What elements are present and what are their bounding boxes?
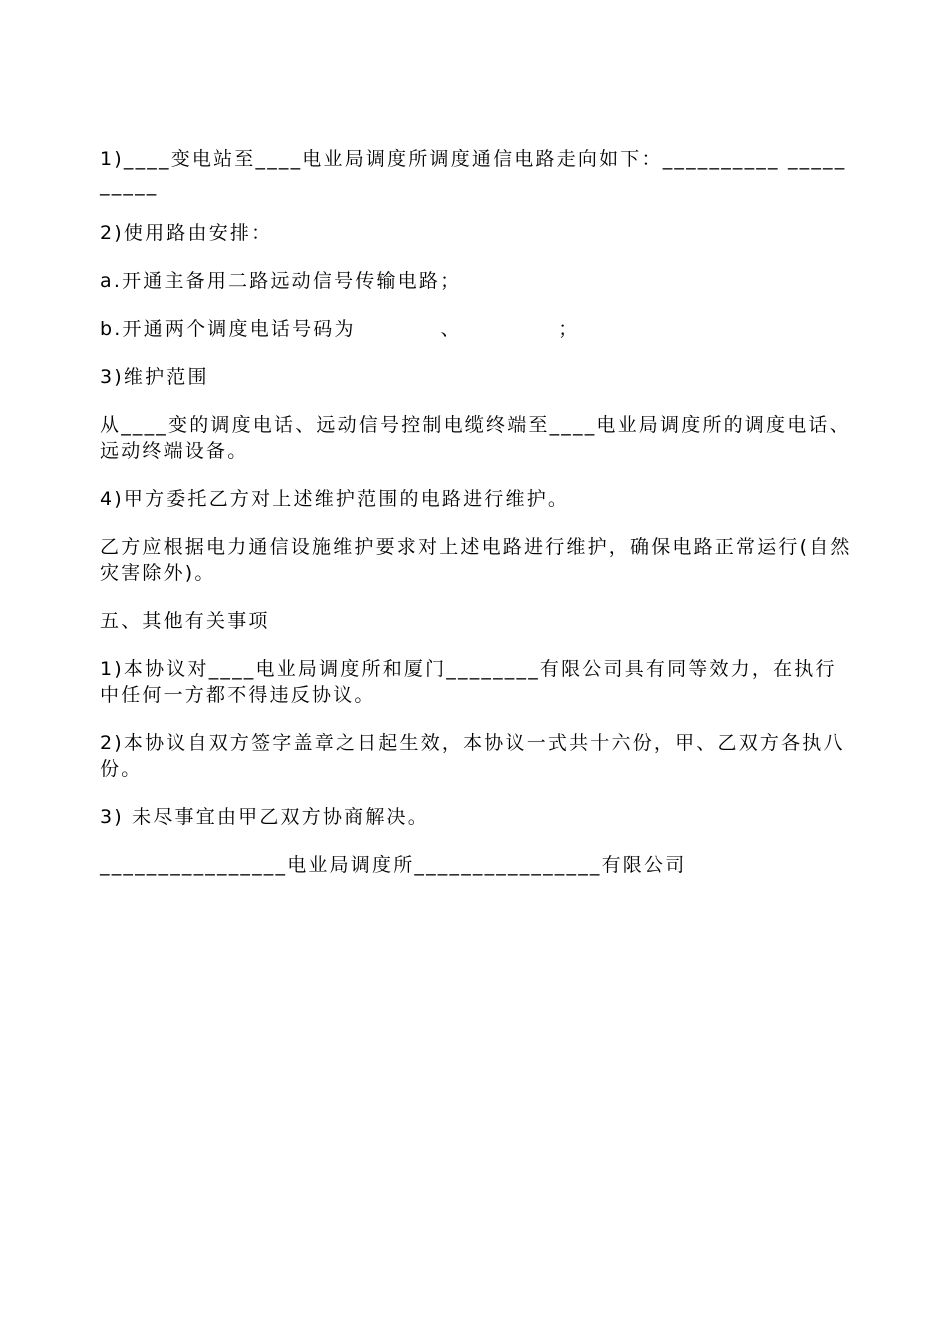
agreement-validity-clause: 2)本协议自双方签字盖章之日起生效，本协议一式共十六份，甲、乙双方各执八份。 xyxy=(100,732,845,780)
maintenance-scope-heading: 3)维护范围 xyxy=(100,366,209,388)
routing-arrangement-heading: 2)使用路由安排： xyxy=(100,222,273,244)
agreement-effect-clause: 1)本协议对____电业局调度所和厦门________有限公司具有同等效力，在执行中任何一方都不得违反协议。 xyxy=(100,658,837,706)
signature-line: ________________电业局调度所________________有限公司 xyxy=(100,854,687,876)
document-body xyxy=(100,146,852,900)
maintenance-delegation-clause: 4)甲方委托乙方对上述维护范围的电路进行维护。 xyxy=(100,488,570,510)
telecontrol-circuit-item: a.开通主备用二路远动信号传输电路； xyxy=(100,270,462,292)
dispatch-phone-item: b.开通两个调度电话号码为 、 ； xyxy=(100,318,580,340)
circuit-route-clause: 1)____变电站至____电业局调度所调度通信电路走向如下：__________ __________ xyxy=(100,148,847,196)
maintenance-scope-text: 从____变的调度电话、远动信号控制电缆终端至____电业局调度所的调度电话、远动终端设备。 xyxy=(100,414,851,462)
maintenance-obligation-text: 乙方应根据电力通信设施维护要求对上述电路进行维护，确保电路正常运行(自然灾害除外)。 xyxy=(100,536,852,584)
unresolved-matters-clause: 3) 未尽事宜由甲乙双方协商解决。 xyxy=(100,806,429,828)
section-five-heading: 五、其他有关事项 xyxy=(100,610,270,632)
